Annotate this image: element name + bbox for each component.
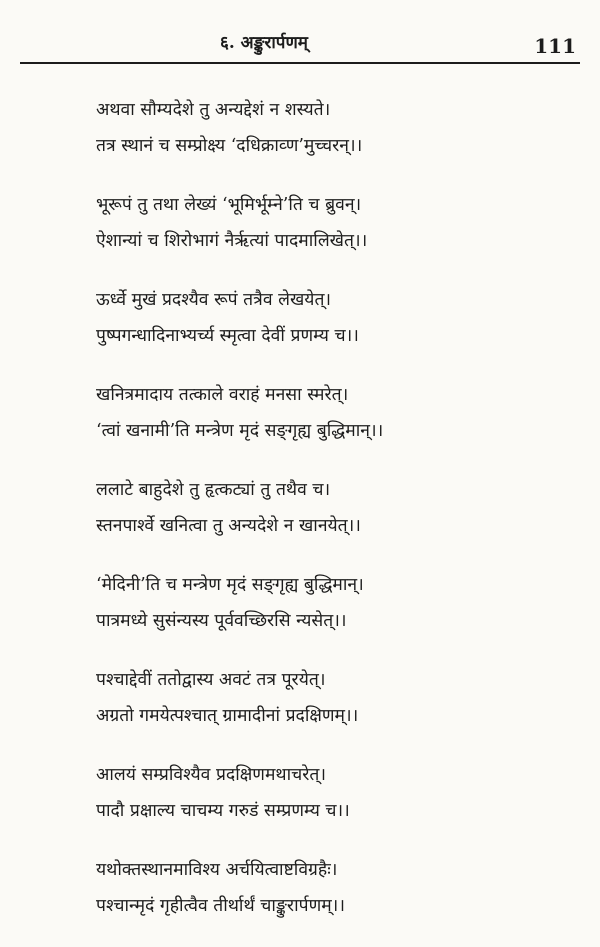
- verse: [96, 472, 576, 544]
- verse-line: पश्चान्मृदं गृहीत्वैव तीर्थार्थं चाङ्कुरार्पणम्।।: [96, 896, 345, 916]
- verse-text-body: [96, 92, 576, 947]
- page-number: 111: [534, 34, 576, 58]
- verse: [96, 92, 576, 164]
- running-title: ६. अङ्कुरार्पणम्: [220, 33, 308, 53]
- verse-line: ऐशान्यां च शिरोभागं नैर्ऋत्यां पादमालिखेत्।।: [96, 231, 368, 251]
- verse-line: आलयं सम्प्रविश्यैव प्रदक्षिणमथाचरेत्।: [96, 765, 327, 785]
- page-header: [20, 18, 580, 68]
- verse-line: भूरूपं तु तथा लेख्यं ‘भूमिर्भूम्ने’ति च ब्रुवन्।: [96, 195, 362, 215]
- verse: [96, 757, 576, 829]
- verse-line: यथोक्तस्थानमाविश्य अर्चयित्वाष्टविग्रहैः।: [96, 860, 338, 880]
- verse-line: पश्चाद्देवीं ततोद्वास्य अवटं तत्र पूरयेत्।: [96, 670, 326, 690]
- verse-line: पादौ प्रक्षाल्य चाचम्य गरुडं सम्प्रणम्य च।।: [96, 801, 350, 821]
- verse: [96, 187, 576, 259]
- header-rule: [20, 62, 580, 64]
- verse-line: ‘मेदिनी’ति च मन्त्रेण मृदं सङ्गृह्य बुद्धिमान्।: [96, 575, 364, 595]
- verse: [96, 567, 576, 639]
- verse-line: अथवा सौम्यदेशे तु अन्यद्देशं न शस्यते।: [96, 100, 331, 120]
- verse-line: ऊर्ध्वे मुखं प्रदश्यैव रूपं तत्रैव लेखयेत्।: [96, 290, 332, 310]
- verse: [96, 377, 576, 449]
- verse-line: ललाटे बाहुदेशे तु हृत्कट्यां तु तथैव च।: [96, 480, 331, 500]
- verse-line: तत्र स्थानं च सम्प्रोक्ष्य ‘दधिक्राव्ण’मुच्चरन्।।: [96, 136, 363, 156]
- verse-line: पुष्पगन्धादिनाभ्यर्च्य स्मृत्वा देवीं प्रणम्य च।।: [96, 326, 359, 346]
- verse: [96, 852, 576, 924]
- verse-line: स्तनपार्श्वे खनित्वा तु अन्यदेशे न खानयेत्।।: [96, 516, 361, 536]
- verse: [96, 282, 576, 354]
- verse: [96, 662, 576, 734]
- verse-line: अग्रतो गमयेत्पश्चात् ग्रामादीनां प्रदक्षिणम्।।: [96, 706, 359, 726]
- verse-line: ‘त्वां खनामी’ति मन्त्रेण मृदं सङ्गृह्य बुद्धिमान्।।: [96, 421, 384, 441]
- verse-line: खनित्रमादाय तत्काले वराहं मनसा स्मरेत्।: [96, 385, 349, 405]
- verse-line: पात्रमध्ये सुसंन्यस्य पूर्ववच्छिरसि न्यसेत्।।: [96, 611, 347, 631]
